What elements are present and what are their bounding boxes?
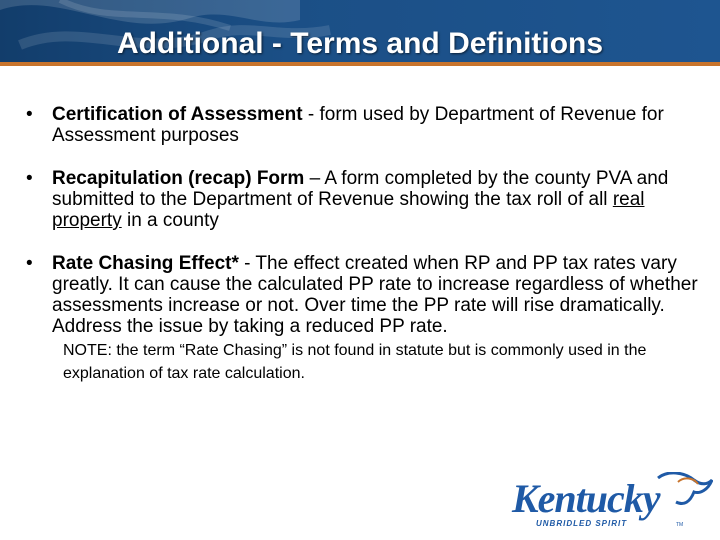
list-item <box>26 104 702 146</box>
term-label: Rate Chasing Effect* <box>52 253 239 274</box>
definition-text-end: in a county <box>121 210 219 231</box>
term-label: Certification of Assessment <box>52 104 303 125</box>
definition-text: form used by Department of Revenue for Assessment purposes <box>52 104 664 146</box>
bullet-icon: • <box>26 104 33 125</box>
definition-text: A form completed by the county PVA and submitted to the Department of Revenue showing the tax roll of all <box>52 168 669 210</box>
underlined-term: real property <box>52 189 645 231</box>
logo-trademark: TM <box>676 522 684 528</box>
term-separator: – <box>304 168 325 189</box>
bullet-icon: • <box>26 253 33 274</box>
content-area <box>26 104 702 385</box>
term-separator: - <box>302 104 320 125</box>
page-title: Additional - Terms and Definitions <box>116 27 604 60</box>
header-divider <box>0 62 720 66</box>
list-item <box>26 168 702 231</box>
logo-tagline: UNBRIDLED SPIRIT <box>536 519 628 528</box>
header-banner <box>0 0 720 66</box>
logo-wordmark: Kentucky <box>512 476 660 521</box>
kentucky-logo <box>508 472 713 530</box>
term-label: Recapitulation (recap) Form <box>52 168 305 189</box>
list-item <box>26 253 702 337</box>
note-text: NOTE: the term “Rate Chasing” is not found in statute but is commonly used in the explanation of tax rate calculation. <box>63 342 647 382</box>
bullet-icon: • <box>26 168 33 189</box>
definition-text: The effect created when RP and PP tax rates vary greatly. It can cause the calculated PP rate to increase regardless of whether assessments increase or not. Over time the PP rate will rise dramatically. Address the issue by taking a reduced PP rate. <box>52 253 698 337</box>
term-separator: - <box>238 253 256 274</box>
